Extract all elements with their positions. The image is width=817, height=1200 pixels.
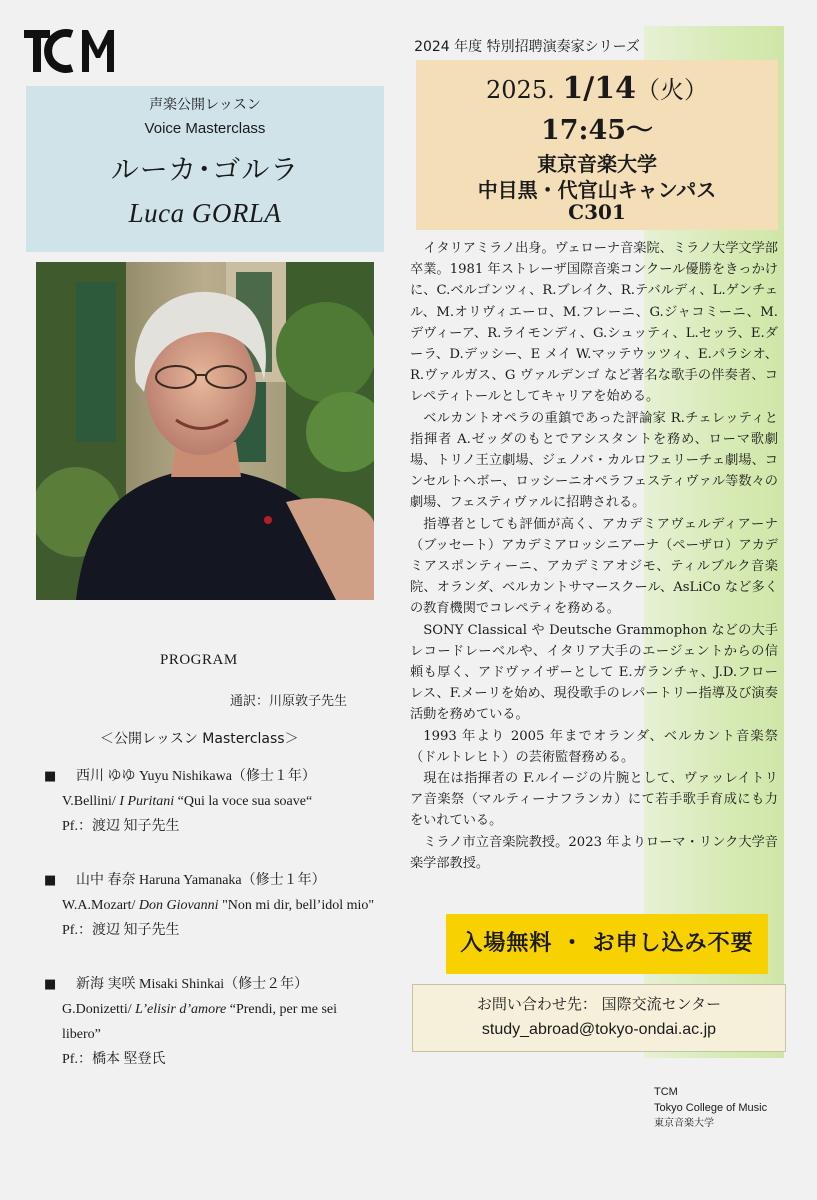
bullet-icon: ■ <box>44 873 57 888</box>
program-entry <box>44 764 378 839</box>
bio-paragraph: 現在は指揮者の F.ルイージの片腕として、ヴァッレイトリア音楽祭（マルティーナフランカ）にて若手歌手育成にも力をいれている。 <box>410 771 778 829</box>
pianist: Pf.：渡辺 知子先生 <box>62 923 180 938</box>
bio-paragraph: 指導者としても評価が高く、アカデミアヴェルディアーナ（ブッセート）アカデミアロッシニアーナ（ペーザロ）アカデミアスポンティーニ、アカデミアオジモ、ティルブルク音楽院、オランダ、ベルカントサマースクール、AsLiCo など多くの教育機関でコレペティを務める。 <box>410 516 778 617</box>
tcm-logo <box>24 28 118 74</box>
event-type-en: Voice Masterclass <box>144 120 266 137</box>
composer: V.Bellini/ <box>62 794 120 809</box>
artist-name-en: Luca GORLA <box>128 198 282 228</box>
repertoire <box>48 893 378 918</box>
contact-box <box>412 984 786 1052</box>
event-date <box>416 70 778 106</box>
opera-title: L’elisir d’amore <box>135 1002 227 1017</box>
bio-paragraph: イタリアミラノ出身。ヴェローナ音楽院、ミラノ大学文学部卒業。1981 年ストレーザ国際音楽コンクール優勝をきっかけに、C.ベルゴンツィ、R.ブレイク、R.テバルディ、L.ゲンチェル、M.オリヴィエーロ、M.フレーニ、G.ジャコミーニ、M.デヴィーア、R.ライモンディ、G.シュッティ、L.セッラ、E.ダーラ、D.デッシー、E メイ W.マッテウッツィ、E.パラシオ、R.ヴァルガス、G ヴァルデンゴ など著名な歌手の伴奏者、コレペティトールとしてキャリアを始める。 <box>410 241 778 405</box>
footer-college-en: Tokyo College of Music <box>654 1102 768 1114</box>
contact-email: study_abroad@tokyo-ondai.ac.jp <box>481 1021 717 1038</box>
performer-name: 山中 春奈 Haruna Yamanaka（修士１年） <box>76 873 326 888</box>
event-time: 17:45～ <box>540 115 654 146</box>
bio-paragraph: 1993 年より 2005 年までオランダ、ベルカント音楽祭（ドルトレヒト）の芸術監督務める。 <box>410 728 778 765</box>
masterclass-heading: ＜公開レッスン Masterclass＞ <box>100 731 299 747</box>
bio-paragraph: ミラノ市立音楽院教授。2023 年よりローマ・リンク大学音楽学部教授。 <box>410 834 778 871</box>
program-entry <box>44 868 378 943</box>
series-title: 2024 年度 特別招聘演奏家シリーズ <box>414 39 640 55</box>
opera-title: I Puritani <box>119 794 175 809</box>
artist-biography <box>410 238 778 874</box>
event-type-ja: 声楽公開レッスン <box>149 97 261 113</box>
pianist: Pf.：橋本 堅登氏 <box>62 1052 166 1067</box>
aria-title: “Qui la voce sua soave“ <box>174 794 313 809</box>
venue-university: 東京音楽大学 <box>537 152 657 176</box>
repertoire <box>48 789 378 814</box>
performer-name: 西川 ゆゆ Yuyu Nishikawa（修士１年） <box>76 769 316 784</box>
opera-title: Don Giovanni <box>138 898 219 913</box>
footer-credit <box>654 1084 767 1132</box>
venue-campus: 中目黒・代官山キャンパス <box>477 178 717 202</box>
composer: G.Donizetti/ <box>62 1002 136 1017</box>
footer-tcm: TCM <box>654 1086 678 1098</box>
date-year: 2025. <box>486 76 555 104</box>
date-weekday: （火） <box>635 76 708 104</box>
footer-college-ja: 東京音楽大学 <box>654 1118 714 1129</box>
aria-title: “Prendi, per me sei libero” <box>62 1002 338 1042</box>
composer: W.A.Mozart/ <box>62 898 139 913</box>
artist-name-ja: ルーカ･ゴルラ <box>110 153 300 186</box>
date-month-day: 1/14 <box>562 71 636 106</box>
program-title: PROGRAM <box>160 652 238 668</box>
bio-paragraph: ベルカントオペラの重鎮であった評論家 R.チェレッティと指揮者 A.ゼッダのもとでアシスタントを務め、ローマ歌劇場、トリノ王立劇場、ジェノバ・カルロフェリーチェ劇場、コンセルトヘボー、ロッシーニオペラフェスティヴァル等数々の劇場、フェスティヴァルに招聘される。 <box>410 410 778 511</box>
interpreter: 通訳：川原敦子先生 <box>230 694 348 709</box>
masterclass-header <box>26 86 384 252</box>
bio-paragraph: SONY Classical や Deutsche Grammophon などの大手レコードレーベルや、イタリア大手のエージェントからの信頼も厚く、アドヴァイザーとして E.ガランチャ、J.D.フローレス、F.メーリを始め、現役歌手のレパートリー指導及び演奏活動を務めている。 <box>410 622 778 723</box>
performer-name: 新海 実咲 Misaki Shinkai（修士２年） <box>76 977 309 992</box>
contact-label: お問い合わせ先： 国際交流センター <box>476 995 722 1013</box>
bullet-icon: ■ <box>44 977 57 992</box>
admission-banner: 入場無料 ・ お申し込み不要 <box>446 914 768 974</box>
bullet-icon: ■ <box>44 769 57 784</box>
venue-room: C301 <box>568 200 626 224</box>
artist-photo <box>36 262 374 600</box>
aria-title: "Non mi dir, bell’idol mio" <box>218 898 375 913</box>
repertoire <box>48 997 378 1047</box>
event-details-box <box>416 60 778 230</box>
program-entry <box>44 972 378 1072</box>
pianist: Pf.：渡辺 知子先生 <box>62 819 180 834</box>
